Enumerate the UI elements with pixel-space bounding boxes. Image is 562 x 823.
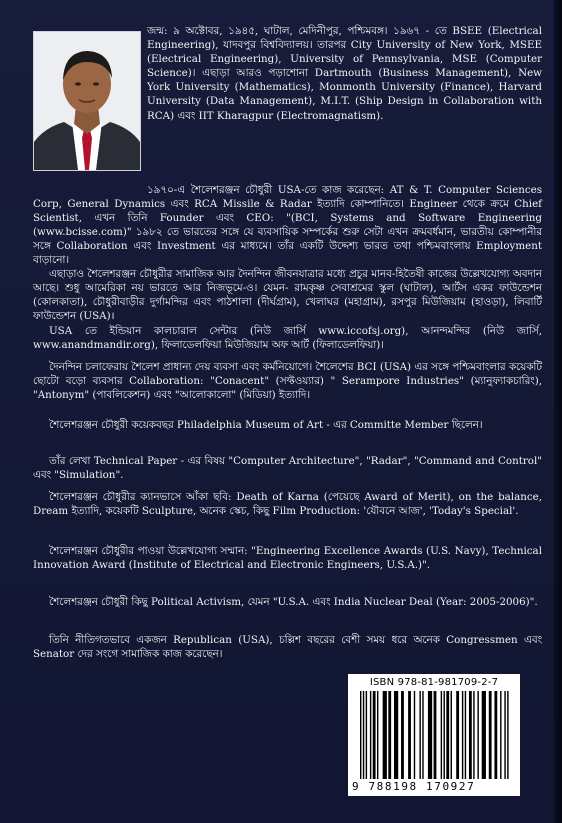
author-bio-paragraph-11: তিনি নীতিগতভাবে একজন Republican (USA), চল্লিশ বছরের বেশী সময় ধরে অনেক Congressmen এবং Senator দের সংগে সামাজিক কাজ করেছেন। (33, 634, 542, 661)
barcode-bar (422, 691, 423, 779)
barcode-bar (388, 691, 391, 779)
barcode-bar (451, 691, 452, 779)
isbn-label: ISBN 978-81-981709-2-7 (369, 677, 499, 688)
barcode-bar (469, 691, 472, 779)
author-bio-paragraph-4: USA তে ইন্ডিয়ান কালচারাল সেন্টার (নিউ জার্সি www.iccofsj.org), আনন্দমন্দির (নিউ জার্সি, www.anandmandir.org), ফিলাডেলফিয়া মিউজিয়াম অফ আর্ট (ফিলাডেলফিয়া)। (33, 325, 542, 352)
barcode-bar (360, 691, 361, 779)
author-bio-paragraph-3: এছাড়াও শৈলেশরঞ্জন চৌধুরীর সামাজিক আর দৈনন্দিন জীবনযাত্রার মধ্যে প্রচুর মানব-হিতৈষী কাজের উল্লেখযোগ্য অবদান আছে। শুধু আমেরিকা নয় ভারতে আর নিজভূমে-ও। যেমন- রামকৃষ্ণ সেবাশ্রমের স্কুল (ঘাটাল), আর্টস একর ফাউন্ডেশন (কোলকাতা), চৌধুরীবাড়ীর দুর্গামন্দির এবং পাঠশালা (দীর্ঘগ্রাম), খেলাঘর (মহাগ্রাম), রসপুর মিউজিয়াম (হাওড়া), লিবার্টি ফাউন্ডেশন (USA)। (33, 268, 543, 323)
barcode-bar (482, 691, 486, 779)
barcode-bar (419, 691, 420, 779)
barcode-bar (394, 691, 398, 779)
barcode-bar (504, 691, 505, 779)
barcode-bar (434, 691, 437, 779)
barcode-bar (456, 691, 459, 779)
barcode-bar (462, 691, 463, 779)
barcode-bar (465, 691, 466, 779)
author-bio-paragraph-1: জন্ম: ৯ অক্টোবর, ১৯৪৫, ঘাটাল, মেদিনীপুর, পশ্চিমবঙ্গ। ১৯৬৭ - তে BSEE (Electrical Engineering), যাদবপুর বিশ্ববিদ্যালয়। তারপর City University of New York, MSEE (Electrical Engineering), University of Pennsylvania, MSE (Computer Science)। এছাড়া আরও পড়াশোনা Dartmouth (Business Management), New York University (Mathematics), Monmonth University (Finance), Harvard University (Data Management), M.I.T. (Ship Design in Collaboration with RCA) এবং IIT Kharagpur (Electromagnatism). (147, 25, 542, 122)
barcode-bar (441, 691, 442, 779)
barcode-bar (408, 691, 411, 779)
isbn-barcode (348, 674, 520, 796)
author-photo (33, 31, 141, 171)
barcode-bar (428, 691, 432, 779)
barcode-bar (383, 691, 387, 779)
book-spine-edge (554, 0, 562, 823)
barcode-bar (373, 691, 376, 779)
barcode-bar (489, 691, 492, 779)
barcode-bar (414, 691, 415, 779)
barcode-bar (446, 691, 449, 779)
barcode-bar (494, 691, 497, 779)
barcode-bars (360, 691, 510, 779)
barcode-digits: 9 788198 170927 (352, 780, 476, 793)
author-portrait-illustration (34, 32, 140, 170)
author-bio-paragraph-10: শৈলেশরঞ্জন চৌধুরী কিছু Political Activism, যেমন "U.S.A. এবং India Nuclear Deal (Year: 2005-2006)". (49, 596, 538, 608)
barcode-bar (507, 691, 508, 779)
barcode-bar (366, 691, 367, 779)
author-bio-paragraph-5: দৈনন্দিন চলাফেরায় শৈলেশ প্রাধান্য দেয় ব্যবসা এবং কর্মনিয়োগে। শৈলেশের BCI (USA) এর সঙ্গে পশ্চিমবাংলার কয়েকটি ছোটো বড়ো ব্যবসার Collaboration: "Conacent" (সফ্টওয়্যার) " Serampore Industries" (ম্যানুফ্যাকচারিং), "Antonym" (পাবলিকেশন) এবং "আলোকালো" (মিডিয়া) ইত্যাদি। (33, 361, 542, 402)
barcode-bar (473, 691, 474, 779)
barcode-bar (477, 691, 478, 779)
author-bio-paragraph-6: শৈলেশরঞ্জন চৌধুরী কয়েকবছর Philadelphia Museum of Art - এর Committe Member ছিলেন। (49, 419, 483, 431)
barcode-bar (377, 691, 378, 779)
author-bio-paragraph-2: ১৯৭০-এ শৈলেশরঞ্জন চৌধুরী USA-তে কাজ করেছেন: AT & T. Computer Sciences Corp, General Dynamics এবং RCA Missile & Radar ইত্যাদি কোম্পানিতে। Engineer থেকে ক্রমে Chief Scientist, এখন তিনি Founder এবং CEO: "(BCI, Systems and Software Engineering (www.bcisse.com)" ১৯৮২ তে ভারতের সঙ্গে যে ব্যবসায়িক সম্পর্কের শুরু সেটা এখন ক্রমবর্ধমান, ভারতীয় কোম্পানীর সঙ্গে Collaboration এবং Investment এর মাধ্যমে। তাঁর একটি উদ্দেশ্য ভারত তথা পশ্চিমবাংলায় Employment বাড়ানো। (33, 184, 542, 267)
barcode-bar (401, 691, 404, 779)
barcode-bar (443, 691, 444, 779)
author-bio-paragraph-8: শৈলেশরঞ্জন চৌধুরীর ক্যানভাসে আঁকা ছবি: Death of Karna (পেয়েছে Award of Merit), on the balance, Dream ইত্যাদি, কয়েকটি Sculpture, অনেক স্কেচ, কিছু Film Production: 'যৌবনে আজ', 'Today's Special'. (33, 491, 542, 518)
barcode-bar (363, 691, 364, 779)
author-bio-paragraph-9: শৈলেশরঞ্জন চৌধুরীর পাওয়া উল্লেখযোগ্য সম্মান: "Engineering Excellence Awards (U.S. Navy), Technical Innovation Award (Institute of Electrical and Electronic Engineers, U.S.A.)". (33, 545, 542, 572)
barcode-bar (370, 691, 371, 779)
author-bio-paragraph-7: তাঁর লেখা Technical Paper - এর বিষয় "Computer Architecture", "Radar", "Command and Control" এবং "Simulation". (33, 455, 542, 482)
barcode-bar (500, 691, 501, 779)
